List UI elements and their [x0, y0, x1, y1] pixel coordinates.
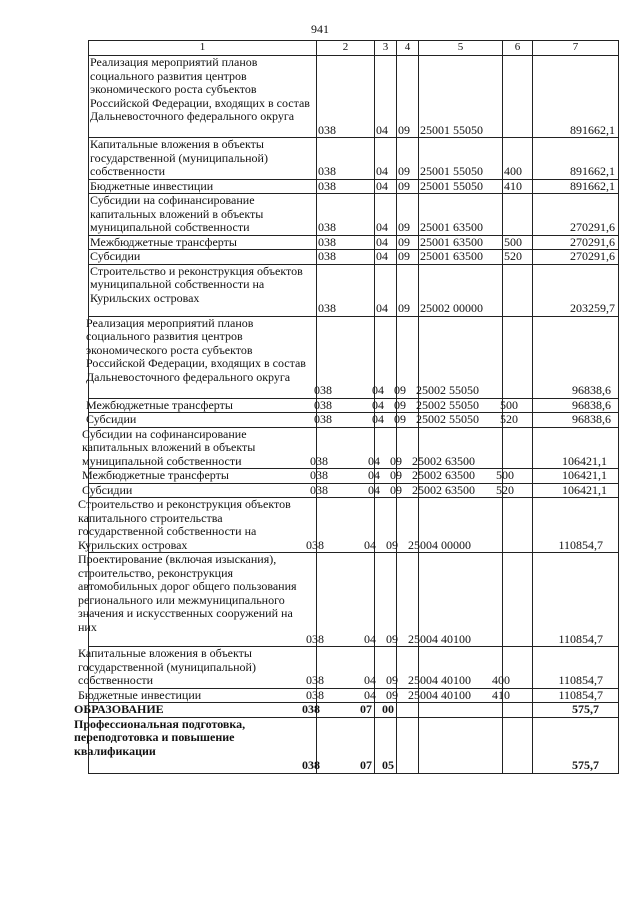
cell-name: Проектирование (включая изыскания), строительство, реконструкция автомобильных дорог общего пользования регионального или межмуниципального значения и искусственных сооружений на них [77, 553, 305, 647]
table-row [89, 56, 619, 138]
cell-section: 04 [375, 179, 397, 194]
table-row [85, 316, 615, 398]
cell-section: 04 [367, 427, 389, 469]
cell-subsection: 09 [389, 469, 411, 484]
cell-code: 038 [317, 194, 375, 236]
cell-code: 038 [305, 688, 363, 703]
cell-article: 25004 40100 [407, 647, 491, 689]
cell-article: 25004 00000 [407, 498, 491, 553]
cell-section: 04 [363, 498, 385, 553]
cell-name: Бюджетные инвестиции [89, 179, 317, 194]
page-number: 941 [311, 22, 329, 36]
cell-article: 25002 63500 [411, 483, 495, 498]
cell-amount: 96838,6 [529, 413, 615, 428]
cell-subsection: 09 [397, 138, 419, 180]
cell-amount: 270291,6 [533, 235, 619, 250]
cell-type: 410 [491, 688, 521, 703]
cell-section: 04 [371, 413, 393, 428]
cell-amount: 203259,7 [533, 264, 619, 316]
cell-code: 038 [317, 250, 375, 265]
table-row [85, 398, 615, 413]
table-row [89, 194, 619, 236]
cell-type: 500 [499, 398, 529, 413]
column-number-3: 3 [375, 41, 397, 56]
column-number-5: 5 [419, 41, 503, 56]
cell-subsection: 09 [397, 264, 419, 316]
cell-amount: 270291,6 [533, 194, 619, 236]
table-row [81, 483, 611, 498]
table-row [77, 498, 607, 553]
cell-subsection: 09 [389, 483, 411, 498]
cell-code: 038 [301, 717, 359, 773]
cell-section: 04 [375, 235, 397, 250]
table-row [85, 413, 615, 428]
cell-section: 07 [359, 717, 381, 773]
cell-article: 25002 63500 [411, 469, 495, 484]
cell-article: 25002 63500 [411, 427, 495, 469]
cell-subsection: 09 [397, 56, 419, 138]
cell-amount: 106421,1 [525, 427, 611, 469]
cell-code: 038 [301, 703, 359, 718]
cell-type [495, 427, 525, 469]
cell-amount: 96838,6 [529, 398, 615, 413]
cell-amount: 891662,1 [533, 138, 619, 180]
cell-name: Межбюджетные трансферты [81, 469, 309, 484]
cell-code: 038 [305, 553, 363, 647]
cell-type [499, 316, 529, 398]
cell-subsection: 09 [385, 553, 407, 647]
cell-subsection: 09 [397, 179, 419, 194]
cell-type: 500 [495, 469, 525, 484]
cell-name: Межбюджетные трансферты [89, 235, 317, 250]
cell-code: 038 [309, 469, 367, 484]
cell-type: 410 [503, 179, 533, 194]
cell-article: 25002 00000 [419, 264, 503, 316]
table-header-row [89, 41, 619, 56]
cell-article: 25001 63500 [419, 235, 503, 250]
cell-type [491, 553, 521, 647]
cell-code: 038 [317, 56, 375, 138]
cell-code: 038 [313, 398, 371, 413]
column-number-1: 1 [89, 41, 317, 56]
cell-name: Субсидии на софинансирование капитальных вложений в объекты муниципальной собственности [81, 427, 309, 469]
cell-subsection: 09 [397, 250, 419, 265]
budget-table [74, 40, 619, 774]
cell-section: 04 [367, 483, 389, 498]
cell-name: Субсидии [85, 413, 313, 428]
cell-amount: 575,7 [517, 717, 603, 773]
cell-type [491, 498, 521, 553]
table-row [77, 688, 607, 703]
table-row [89, 264, 619, 316]
cell-subsection: 05 [381, 717, 403, 773]
column-number-4: 4 [397, 41, 419, 56]
cell-subsection: 09 [385, 688, 407, 703]
cell-type [487, 703, 517, 718]
table-row [77, 647, 607, 689]
cell-name: ОБРАЗОВАНИЕ [73, 703, 301, 718]
cell-code: 038 [305, 498, 363, 553]
cell-name: Реализация мероприятий планов социального развития центров экономического роста субъектов Российской Федерации, входящих в состав Дальневосточного федерального округа [85, 316, 313, 398]
cell-subsection: 09 [393, 316, 415, 398]
table-row [89, 138, 619, 180]
cell-subsection: 00 [381, 703, 403, 718]
cell-article: 25001 55050 [419, 179, 503, 194]
cell-type [503, 194, 533, 236]
cell-type: 520 [503, 250, 533, 265]
cell-amount: 106421,1 [525, 469, 611, 484]
cell-article: 25001 63500 [419, 194, 503, 236]
cell-amount: 110854,7 [521, 647, 607, 689]
cell-type: 400 [491, 647, 521, 689]
cell-article [403, 703, 487, 718]
cell-code: 038 [313, 316, 371, 398]
cell-code: 038 [317, 179, 375, 194]
table-row [73, 703, 603, 718]
column-number-6: 6 [503, 41, 533, 56]
cell-amount: 110854,7 [521, 498, 607, 553]
cell-name: Капитальные вложения в объекты государственной (муниципальной) собственности [77, 647, 305, 689]
table-row [89, 250, 619, 265]
cell-article: 25001 55050 [419, 138, 503, 180]
cell-type [487, 717, 517, 773]
cell-subsection: 09 [385, 498, 407, 553]
cell-amount: 891662,1 [533, 56, 619, 138]
cell-code: 038 [317, 235, 375, 250]
cell-code: 038 [313, 413, 371, 428]
cell-article: 25004 40100 [407, 553, 491, 647]
cell-subsection: 09 [397, 194, 419, 236]
cell-section: 04 [371, 316, 393, 398]
cell-type: 520 [495, 483, 525, 498]
cell-type: 500 [503, 235, 533, 250]
column-number-7: 7 [533, 41, 619, 56]
cell-name: Бюджетные инвестиции [77, 688, 305, 703]
column-number-2: 2 [317, 41, 375, 56]
cell-amount: 575,7 [517, 703, 603, 718]
cell-code: 038 [305, 647, 363, 689]
cell-article: 25001 63500 [419, 250, 503, 265]
cell-name: Субсидии [89, 250, 317, 265]
cell-code: 038 [317, 138, 375, 180]
cell-section: 04 [375, 250, 397, 265]
cell-subsection: 09 [389, 427, 411, 469]
cell-type: 400 [503, 138, 533, 180]
cell-name: Межбюджетные трансферты [85, 398, 313, 413]
cell-code: 038 [317, 264, 375, 316]
cell-type [503, 264, 533, 316]
cell-name: Капитальные вложения в объекты государственной (муниципальной) собственности [89, 138, 317, 180]
cell-article: 25002 55050 [415, 413, 499, 428]
cell-amount: 270291,6 [533, 250, 619, 265]
cell-section: 04 [375, 56, 397, 138]
cell-code: 038 [309, 483, 367, 498]
cell-section: 04 [363, 647, 385, 689]
cell-section: 04 [371, 398, 393, 413]
cell-subsection: 09 [385, 647, 407, 689]
cell-article [403, 717, 487, 773]
cell-amount: 106421,1 [525, 483, 611, 498]
cell-subsection: 09 [397, 235, 419, 250]
cell-type [503, 56, 533, 138]
cell-type: 520 [499, 413, 529, 428]
cell-name: Субсидии [81, 483, 309, 498]
cell-amount: 96838,6 [529, 316, 615, 398]
cell-name: Строительство и реконструкция объектов муниципальной собственности на Курильских островах [89, 264, 317, 316]
cell-section: 07 [359, 703, 381, 718]
cell-amount: 110854,7 [521, 688, 607, 703]
cell-section: 04 [363, 553, 385, 647]
cell-name: Строительство и реконструкция объектов капитального строительства государственной собственности на Курильских островах [77, 498, 305, 553]
cell-section: 04 [375, 138, 397, 180]
table-row [77, 553, 607, 647]
cell-article: 25001 55050 [419, 56, 503, 138]
table-row [81, 469, 611, 484]
cell-subsection: 09 [393, 413, 415, 428]
cell-section: 04 [367, 469, 389, 484]
cell-name: Профессиональная подготовка, переподготовка и повышение квалификации [73, 717, 301, 773]
cell-article: 25002 55050 [415, 316, 499, 398]
cell-code: 038 [309, 427, 367, 469]
cell-article: 25002 55050 [415, 398, 499, 413]
cell-section: 04 [363, 688, 385, 703]
table-row [89, 235, 619, 250]
table-row [89, 179, 619, 194]
cell-section: 04 [375, 264, 397, 316]
cell-name: Реализация мероприятий планов социального развития центров экономического роста субъектов Российской Федерации, входящих в состав Дальневосточного федерального округа [89, 56, 317, 138]
cell-amount: 110854,7 [521, 553, 607, 647]
cell-amount: 891662,1 [533, 179, 619, 194]
cell-section: 04 [375, 194, 397, 236]
table-row [81, 427, 611, 469]
cell-subsection: 09 [393, 398, 415, 413]
table-row [73, 717, 603, 773]
cell-article: 25004 40100 [407, 688, 491, 703]
cell-name: Субсидии на софинансирование капитальных вложений в объекты муниципальной собственности [89, 194, 317, 236]
